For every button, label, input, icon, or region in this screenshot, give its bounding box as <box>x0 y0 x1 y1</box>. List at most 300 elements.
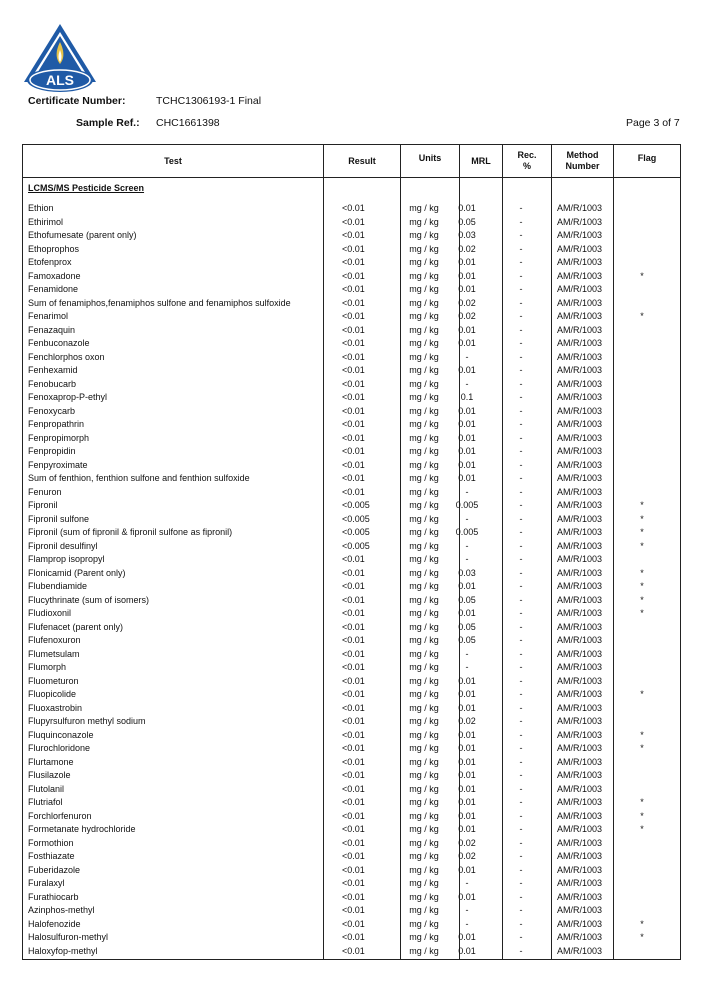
units-value: mg / kg <box>409 662 439 672</box>
method-number: AM/R/1003 <box>557 365 603 375</box>
table-row <box>23 675 680 689</box>
flag-marker: * <box>640 527 644 537</box>
header-flag: Flag <box>637 153 657 163</box>
result-value: <0.01 <box>342 486 365 497</box>
test-name: Formothion <box>28 837 74 848</box>
units-value: mg / kg <box>409 243 439 254</box>
recovery-value: - <box>519 338 523 348</box>
units-value: mg / kg <box>409 446 439 456</box>
table-row <box>23 945 680 959</box>
flag-marker: * <box>640 567 644 578</box>
units-value: mg / kg <box>409 918 439 929</box>
result-value: <0.01 <box>342 945 365 956</box>
mrl-value: 0.01 <box>458 675 476 686</box>
units-value: mg / kg <box>409 905 439 915</box>
method-number: AM/R/1003 <box>557 284 603 294</box>
table-row <box>23 769 680 783</box>
table-row <box>23 432 680 446</box>
header-mrl: MRL <box>471 155 491 166</box>
result-value: <0.01 <box>342 567 365 578</box>
test-name: Flumorph <box>28 662 67 672</box>
units-value: mg / kg <box>409 216 439 227</box>
result-value: <0.01 <box>342 689 365 699</box>
page-indicator: Page 3 of 7 <box>626 117 680 129</box>
test-name: Etofenprox <box>28 257 72 267</box>
method-number: AM/R/1003 <box>557 608 603 618</box>
units-value: mg / kg <box>409 405 439 416</box>
table-row <box>23 337 680 351</box>
test-name: Haloxyfop-methyl <box>28 945 98 956</box>
header-units: Units <box>418 153 442 163</box>
result-value: <0.005 <box>342 540 370 551</box>
mrl-value: - <box>465 878 469 888</box>
units-value: mg / kg <box>409 459 439 470</box>
recovery-value: - <box>519 689 523 699</box>
units-value: mg / kg <box>409 770 439 780</box>
table-row <box>23 418 680 432</box>
test-name: Fenuron <box>28 486 62 497</box>
flag-marker: * <box>640 797 644 807</box>
test-name: Flutolanil <box>28 783 65 794</box>
method-number: AM/R/1003 <box>557 446 603 456</box>
recovery-value: - <box>519 311 523 321</box>
test-name: Fenarimol <box>28 311 69 321</box>
mrl-value: 0.01 <box>458 324 476 335</box>
mrl-value: - <box>465 918 469 929</box>
table-row <box>23 445 680 459</box>
units-value: mg / kg <box>409 689 439 699</box>
method-number: AM/R/1003 <box>557 432 603 443</box>
result-value: <0.01 <box>342 837 365 848</box>
recovery-value: - <box>519 270 523 281</box>
method-number: AM/R/1003 <box>557 729 603 740</box>
table-row <box>23 661 680 675</box>
mrl-value: 0.05 <box>458 216 476 227</box>
mrl-value: 0.01 <box>458 797 476 807</box>
units-value: mg / kg <box>409 378 439 389</box>
test-name: Fenamidone <box>28 284 79 294</box>
table-row <box>23 324 680 338</box>
result-value: <0.01 <box>342 810 365 821</box>
recovery-value: - <box>519 675 523 686</box>
method-number: AM/R/1003 <box>557 257 603 267</box>
recovery-value: - <box>519 203 523 213</box>
sample-ref-value: CHC1661398 <box>156 117 220 129</box>
table-row <box>23 688 680 702</box>
units-value: mg / kg <box>409 837 439 848</box>
test-name: Flusilazole <box>28 770 71 780</box>
result-value: <0.01 <box>342 216 365 227</box>
result-value: <0.01 <box>342 675 365 686</box>
method-number: AM/R/1003 <box>557 554 603 564</box>
method-number: AM/R/1003 <box>557 324 603 335</box>
table-row <box>23 499 680 513</box>
table-row <box>23 270 680 284</box>
test-name: Fenazaquin <box>28 324 76 335</box>
result-value: <0.005 <box>342 527 370 537</box>
recovery-value: - <box>519 419 523 429</box>
mrl-value: 0.01 <box>458 770 476 780</box>
result-value: <0.01 <box>342 365 365 375</box>
mrl-value: 0.1 <box>460 392 474 402</box>
units-value: mg / kg <box>409 716 439 726</box>
result-value: <0.01 <box>342 851 365 861</box>
table-row <box>23 702 680 716</box>
units-value: mg / kg <box>409 500 439 510</box>
flag-marker: * <box>640 689 644 699</box>
method-number: AM/R/1003 <box>557 378 603 389</box>
als-logo <box>22 22 98 94</box>
method-number: AM/R/1003 <box>557 392 603 402</box>
result-value: <0.01 <box>342 270 365 281</box>
result-value: <0.01 <box>342 243 365 254</box>
units-value: mg / kg <box>409 824 439 834</box>
method-number: AM/R/1003 <box>557 338 603 348</box>
test-name: Fosthiazate <box>28 851 75 861</box>
result-value: <0.01 <box>342 716 365 726</box>
method-number: AM/R/1003 <box>557 594 603 605</box>
flag-marker: * <box>640 270 644 281</box>
method-number: AM/R/1003 <box>557 540 603 551</box>
mrl-value: 0.01 <box>458 419 476 429</box>
flag-marker: * <box>640 932 644 942</box>
results-rows <box>23 202 680 958</box>
test-name: Furathiocarb <box>28 891 79 902</box>
method-number: AM/R/1003 <box>557 513 603 524</box>
mrl-value: - <box>465 554 469 564</box>
result-value: <0.01 <box>342 405 365 416</box>
mrl-value: 0.05 <box>458 594 476 605</box>
method-number: AM/R/1003 <box>557 716 603 726</box>
units-value: mg / kg <box>409 567 439 578</box>
units-value: mg / kg <box>409 513 439 524</box>
units-value: mg / kg <box>409 270 439 281</box>
flag-marker: * <box>640 608 644 618</box>
units-value: mg / kg <box>409 365 439 375</box>
method-number: AM/R/1003 <box>557 770 603 780</box>
certificate-number: TCHC1306193-1 Final <box>156 95 262 107</box>
method-number: AM/R/1003 <box>557 527 603 537</box>
result-value: <0.01 <box>342 905 365 915</box>
units-value: mg / kg <box>409 851 439 861</box>
units-value: mg / kg <box>409 783 439 794</box>
recovery-value: - <box>519 716 523 726</box>
recovery-value: - <box>519 581 523 591</box>
result-value: <0.01 <box>342 918 365 929</box>
section-title: LCMS/MS Pesticide Screen <box>28 183 145 193</box>
units-value: mg / kg <box>409 743 439 753</box>
header-test: Test <box>164 155 182 166</box>
recovery-value: - <box>519 783 523 794</box>
result-value: <0.01 <box>342 932 365 942</box>
units-value: mg / kg <box>409 338 439 348</box>
test-name: Flucythrinate (sum of isomers) <box>28 594 150 605</box>
recovery-value: - <box>519 473 523 483</box>
table-row <box>23 931 680 945</box>
result-value: <0.01 <box>342 783 365 794</box>
mrl-value: 0.01 <box>458 473 476 483</box>
table-row <box>23 216 680 230</box>
result-value: <0.01 <box>342 297 365 308</box>
method-number: AM/R/1003 <box>557 891 603 902</box>
mrl-value: 0.02 <box>458 243 476 254</box>
test-name: Flurtamone <box>28 756 74 767</box>
mrl-value: 0.05 <box>458 635 476 645</box>
header-divider <box>23 177 680 178</box>
test-name: Fludioxonil <box>28 608 72 618</box>
result-value: <0.01 <box>342 743 365 753</box>
result-value: <0.01 <box>342 432 365 443</box>
flag-marker: * <box>640 918 644 929</box>
mrl-value: - <box>465 486 469 497</box>
table-row <box>23 607 680 621</box>
units-value: mg / kg <box>409 297 439 308</box>
test-name: Fuberidazole <box>28 864 81 875</box>
method-number: AM/R/1003 <box>557 297 603 308</box>
table-row <box>23 351 680 365</box>
units-value: mg / kg <box>409 621 439 632</box>
mrl-value: 0.01 <box>458 432 476 443</box>
recovery-value: - <box>519 432 523 443</box>
test-name: Flamprop isopropyl <box>28 554 105 564</box>
method-number: AM/R/1003 <box>557 945 603 956</box>
flag-marker: * <box>640 824 644 834</box>
table-row <box>23 243 680 257</box>
result-value: <0.01 <box>342 459 365 470</box>
recovery-value: - <box>519 662 523 672</box>
table-row <box>23 202 680 216</box>
method-number: AM/R/1003 <box>557 662 603 672</box>
units-value: mg / kg <box>409 554 439 564</box>
test-name: Flumetsulam <box>28 648 80 659</box>
mrl-value: 0.02 <box>458 716 476 726</box>
logo-text: ALS <box>46 72 74 88</box>
recovery-value: - <box>519 567 523 578</box>
mrl-value: 0.02 <box>458 851 476 861</box>
test-name: Halofenozide <box>28 918 81 929</box>
table-row <box>23 486 680 500</box>
result-value: <0.01 <box>342 824 365 834</box>
method-number: AM/R/1003 <box>557 405 603 416</box>
test-name: Flufenacet (parent only) <box>28 621 124 632</box>
method-number: AM/R/1003 <box>557 702 603 713</box>
result-value: <0.01 <box>342 770 365 780</box>
table-row <box>23 648 680 662</box>
flag-marker: * <box>640 513 644 524</box>
test-name: Ethofumesate (parent only) <box>28 230 137 240</box>
result-value: <0.01 <box>342 864 365 875</box>
result-value: <0.01 <box>342 662 365 672</box>
mrl-value: 0.02 <box>458 297 476 308</box>
method-number: AM/R/1003 <box>557 837 603 848</box>
mrl-value: 0.01 <box>458 783 476 794</box>
method-number: AM/R/1003 <box>557 270 603 281</box>
result-value: <0.01 <box>342 378 365 389</box>
recovery-value: - <box>519 824 523 834</box>
test-name: Fenpyroximate <box>28 459 88 470</box>
table-row <box>23 378 680 392</box>
table-row <box>23 526 680 540</box>
units-value: mg / kg <box>409 594 439 605</box>
method-number: AM/R/1003 <box>557 905 603 915</box>
recovery-value: - <box>519 797 523 807</box>
units-value: mg / kg <box>409 891 439 902</box>
flag-marker: * <box>640 311 644 321</box>
table-row <box>23 229 680 243</box>
method-number: AM/R/1003 <box>557 635 603 645</box>
recovery-value: - <box>519 486 523 497</box>
header-method: Method Number <box>565 150 600 171</box>
header-rec: Rec. % <box>517 150 537 171</box>
recovery-value: - <box>519 284 523 294</box>
units-value: mg / kg <box>409 878 439 888</box>
mrl-value: 0.02 <box>458 311 476 321</box>
test-name: Azinphos-methyl <box>28 905 95 915</box>
table-row <box>23 756 680 770</box>
units-value: mg / kg <box>409 432 439 443</box>
mrl-value: 0.005 <box>455 527 479 537</box>
units-value: mg / kg <box>409 473 439 483</box>
units-value: mg / kg <box>409 729 439 740</box>
als-logo-graphic <box>22 22 98 94</box>
result-value: <0.005 <box>342 500 370 510</box>
table-row <box>23 864 680 878</box>
mrl-value: 0.01 <box>458 891 476 902</box>
recovery-value: - <box>519 608 523 618</box>
result-value: <0.01 <box>342 621 365 632</box>
table-row <box>23 877 680 891</box>
recovery-value: - <box>519 918 523 929</box>
method-number: AM/R/1003 <box>557 864 603 875</box>
recovery-value: - <box>519 594 523 605</box>
recovery-value: - <box>519 878 523 888</box>
mrl-value: 0.05 <box>458 621 476 632</box>
mrl-value: - <box>465 351 469 362</box>
mrl-value: - <box>465 513 469 524</box>
method-number: AM/R/1003 <box>557 203 603 213</box>
method-number: AM/R/1003 <box>557 419 603 429</box>
table-row <box>23 594 680 608</box>
mrl-value: 0.01 <box>458 270 476 281</box>
method-number: AM/R/1003 <box>557 851 603 861</box>
test-name: Fenobucarb <box>28 378 77 389</box>
table-row <box>23 364 680 378</box>
table-row <box>23 742 680 756</box>
mrl-value: - <box>465 905 469 915</box>
test-name: Fluquinconazole <box>28 729 94 740</box>
recovery-value: - <box>519 513 523 524</box>
result-value: <0.01 <box>342 230 365 240</box>
test-name: Ethion <box>28 203 54 213</box>
result-value: <0.01 <box>342 311 365 321</box>
test-name: Furalaxyl <box>28 878 65 888</box>
units-value: mg / kg <box>409 392 439 402</box>
units-value: mg / kg <box>409 932 439 942</box>
method-number: AM/R/1003 <box>557 932 603 942</box>
result-value: <0.01 <box>342 419 365 429</box>
test-name: Flonicamid (Parent only) <box>28 567 126 578</box>
test-name: Fenpropidin <box>28 446 76 456</box>
method-number: AM/R/1003 <box>557 621 603 632</box>
recovery-value: - <box>519 837 523 848</box>
mrl-value: 0.01 <box>458 810 476 821</box>
recovery-value: - <box>519 392 523 402</box>
test-name: Sum of fenamiphos,fenamiphos sulfone and fenamiphos sulfoxide <box>28 297 291 308</box>
recovery-value: - <box>519 324 523 335</box>
table-row <box>23 715 680 729</box>
test-name: Fenpropathrin <box>28 419 85 429</box>
mrl-value: 0.01 <box>458 459 476 470</box>
method-number: AM/R/1003 <box>557 581 603 591</box>
method-number: AM/R/1003 <box>557 500 603 510</box>
test-name: Flupyrsulfuron methyl sodium <box>28 716 146 726</box>
test-name: Fluoxastrobin <box>28 702 83 713</box>
recovery-value: - <box>519 635 523 645</box>
method-number: AM/R/1003 <box>557 473 603 483</box>
method-number: AM/R/1003 <box>557 243 603 254</box>
units-value: mg / kg <box>409 284 439 294</box>
result-value: <0.01 <box>342 878 365 888</box>
test-name: Forchlorfenuron <box>28 810 92 821</box>
mrl-value: 0.01 <box>458 446 476 456</box>
test-name: Fluometuron <box>28 675 79 686</box>
results-table <box>22 144 681 960</box>
mrl-value: 0.01 <box>458 365 476 375</box>
recovery-value: - <box>519 527 523 537</box>
recovery-value: - <box>519 810 523 821</box>
units-value: mg / kg <box>409 702 439 713</box>
table-row <box>23 405 680 419</box>
units-value: mg / kg <box>409 527 439 537</box>
mrl-value: 0.01 <box>458 743 476 753</box>
result-value: <0.01 <box>342 554 365 564</box>
recovery-value: - <box>519 554 523 564</box>
table-row <box>23 729 680 743</box>
test-name: Halosulfuron-methyl <box>28 932 109 942</box>
recovery-value: - <box>519 932 523 942</box>
result-value: <0.01 <box>342 891 365 902</box>
units-value: mg / kg <box>409 351 439 362</box>
units-value: mg / kg <box>409 311 439 321</box>
method-number: AM/R/1003 <box>557 824 603 834</box>
mrl-value: 0.01 <box>458 689 476 699</box>
result-value: <0.01 <box>342 446 365 456</box>
flag-marker: * <box>640 729 644 740</box>
recovery-value: - <box>519 743 523 753</box>
recovery-value: - <box>519 297 523 308</box>
table-row <box>23 850 680 864</box>
result-value: <0.01 <box>342 351 365 362</box>
table-row <box>23 621 680 635</box>
result-value: <0.01 <box>342 648 365 659</box>
recovery-value: - <box>519 891 523 902</box>
test-name: Fluopicolide <box>28 689 77 699</box>
test-name: Fipronil <box>28 500 58 510</box>
units-value: mg / kg <box>409 864 439 875</box>
recovery-value: - <box>519 351 523 362</box>
recovery-value: - <box>519 621 523 632</box>
table-row <box>23 391 680 405</box>
recovery-value: - <box>519 378 523 389</box>
flag-marker: * <box>640 500 644 510</box>
recovery-value: - <box>519 500 523 510</box>
sample-ref-label: Sample Ref.: <box>76 117 140 129</box>
result-value: <0.01 <box>342 284 365 294</box>
certificate-label: Certificate Number: <box>28 95 126 107</box>
result-value: <0.01 <box>342 729 365 740</box>
mrl-value: 0.01 <box>458 824 476 834</box>
table-row <box>23 796 680 810</box>
